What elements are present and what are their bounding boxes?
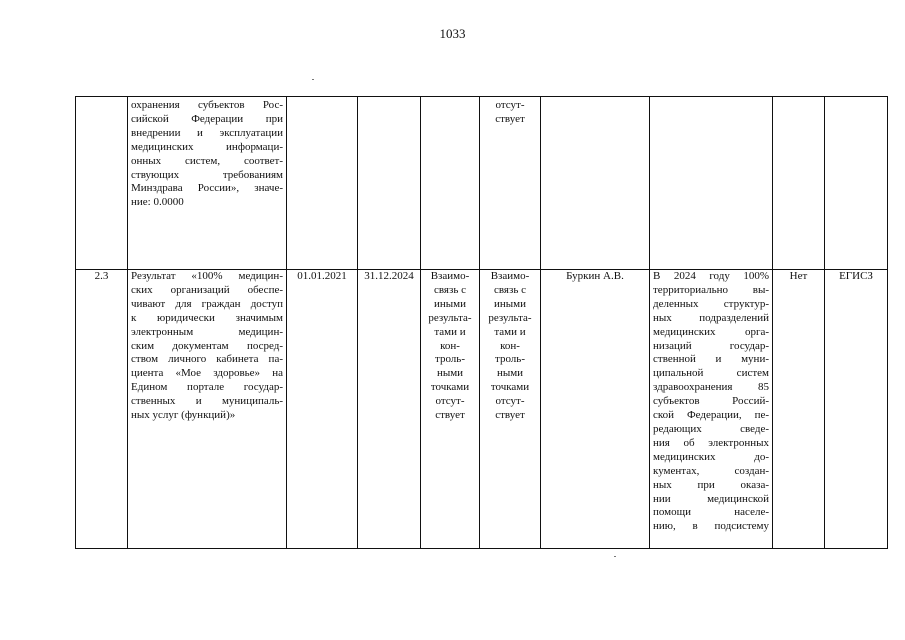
description-text: В 2024 году 100% территориально вы- деленных структур- ных подразделений медицинских орга- низаций государ- ственной и муни- ципальной систем здравоохранения 85 субъектов Россий- ской Федерации, пе- редающих сведе- ния об электронных медицинских до- кументах, создан- ных при оказа- нии медицинской помощи населе- нию, в подсистему: [653, 270, 769, 533]
cell-start-date: [287, 97, 358, 270]
result-text: охранения субъектов Рос- сийской Федерации при внедрении и эксплуатации медицинских информаци- онных систем, соответ- ствующих требованиям Минздрава России», значе- ние: 0.0000: [131, 99, 283, 209]
cell-responsible: [541, 97, 650, 270]
cell-flag: [773, 97, 825, 270]
cell-description: [650, 97, 773, 270]
cell-responsible: Буркин А.В.: [541, 270, 650, 549]
document-table: [75, 96, 888, 549]
cell-end-date: 31.12.2024: [358, 270, 421, 549]
page-number: 1033: [439, 26, 466, 41]
cell-flag: Нет: [773, 270, 825, 549]
cell-number: [76, 97, 128, 270]
cell-result: [128, 97, 287, 270]
cell-number: 2.3: [76, 270, 128, 549]
cell-system: ЕГИСЗ: [825, 270, 888, 549]
result-text: Результат «100% медицин- ских организаций обеспе- чивают для граждан доступ к юридически значимым электронным медицин- ским документам посред- ством личного кабинета па- циента «Мое здоровье» на Едином портале государ- ственных и муниципаль- ных услуг (функций)»: [131, 270, 283, 422]
scan-speck: [312, 79, 314, 80]
cell-link-after: Взаимо- связь с иными результа- тами и кон- троль- ными точками отсут- ствует: [480, 270, 541, 549]
cell-end-date: [358, 97, 421, 270]
table-row: [76, 97, 888, 270]
cell-start-date: 01.01.2021: [287, 270, 358, 549]
cell-link-after: отсут- ствует: [480, 97, 541, 270]
cell-description: [650, 270, 773, 549]
cell-system: [825, 97, 888, 270]
scan-speck: [614, 556, 616, 557]
table-row: [76, 270, 888, 549]
cell-link-before: [421, 97, 480, 270]
cell-link-before: Взаимо- связь с иными результа- тами и кон- троль- ными точками отсут- ствует: [421, 270, 480, 549]
cell-result: [128, 270, 287, 549]
